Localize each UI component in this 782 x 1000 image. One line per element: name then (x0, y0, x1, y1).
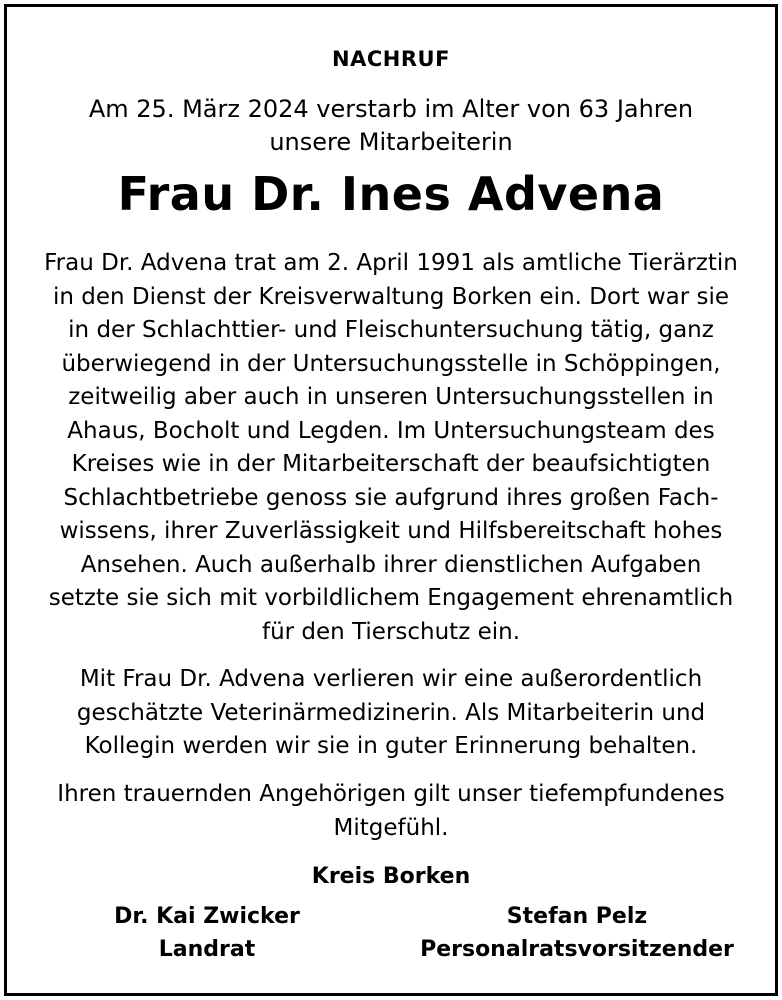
signatory-name: Stefan Pelz (506, 904, 648, 929)
obituary-heading: NACHRUF (332, 47, 450, 71)
paragraph-loss (27, 663, 755, 764)
text-line: Kreises wie in der Mitarbeiterschaft der beaufsichtigten (71, 451, 711, 477)
paragraph-condolence (27, 778, 755, 845)
text-line: Mit Frau Dr. Advena verlieren wir eine außerordentlich (79, 666, 703, 692)
intro-text (7, 93, 775, 159)
text-line: Ansehen. Auch außerhalb ihrer dienstlichen Aufgaben (80, 551, 702, 578)
intro-line: unsere Mitarbeiterin (269, 128, 513, 156)
paragraph-career (27, 247, 755, 649)
intro-line: Am 25. März 2024 verstarb im Alter von 63 Jahren (88, 95, 694, 123)
text-line: für den Tierschutz ein. (261, 618, 521, 645)
text-line: Ihren trauernden Angehörigen gilt unser tiefempfundenes (57, 781, 725, 807)
text-line: Schlachtbetriebe genoss sie aufgrund ihres großen Fach- (63, 484, 719, 511)
text-line: in der Schlachttier- und Fleischuntersuchung tätig, ganz (68, 317, 714, 343)
text-line: Mitgefühl. (333, 814, 449, 841)
deceased-name: Frau Dr. Ines Advena (117, 167, 665, 221)
obituary-frame (4, 4, 778, 996)
organization-name: Kreis Borken (311, 864, 471, 889)
text-line: in den Dienst der Kreisverwaltung Borken ein. Dort war sie (52, 283, 730, 310)
text-line: Frau Dr. Advena trat am 2. April 1991 als amtliche Tierärztin (44, 250, 738, 276)
signatory-title: Landrat (158, 937, 256, 962)
text-line: setzte sie sich mit vorbildlichem Engagement ehrenamtlich (48, 585, 734, 611)
obituary-content (7, 7, 775, 993)
signatory-right (407, 900, 747, 966)
text-line: Kollegin werden wir sie in guter Erinnerung behalten. (84, 733, 698, 759)
text-line: geschätzte Veterinärmedizinerin. Als Mitarbeiterin und (76, 699, 706, 726)
text-line: überwiegend in der Untersuchungsstelle in Schöppingen, (61, 350, 721, 377)
signatory-name: Dr. Kai Zwicker (114, 904, 300, 929)
text-line: Ahaus, Bocholt und Legden. Im Untersuchungsteam des (67, 417, 715, 444)
signatory-title: Personalratsvorsitzender (420, 937, 734, 962)
text-line: zeitweilig aber auch in unseren Untersuchungsstellen in (68, 384, 714, 410)
text-line: wissens, ihrer Zuverlässigkeit und Hilfsbereitschaft hohes (59, 518, 723, 544)
signatory-left (77, 900, 337, 966)
